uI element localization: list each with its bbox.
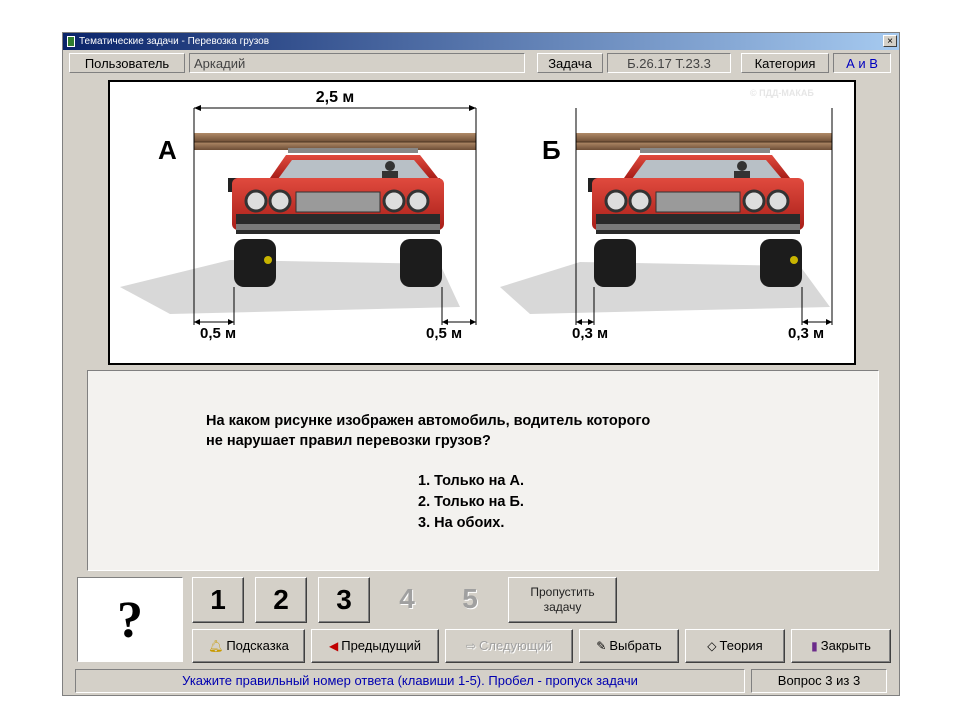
answer-option-1: 1. Только на А. (418, 473, 524, 489)
skip-line-2: задачу (543, 600, 582, 614)
next-button (445, 629, 573, 663)
user-value: Аркадий (189, 53, 525, 73)
task-value: Б.26.17 Т.23.3 (607, 53, 731, 73)
user-label: Пользователь (69, 53, 185, 73)
info-bar (63, 51, 899, 75)
width-label: 2,5 м (315, 89, 355, 106)
skip-task-button[interactable] (508, 577, 617, 623)
watermark: © ПДД-МАКАБ (750, 88, 814, 98)
category-value: А и В (833, 53, 891, 73)
answer-button-3[interactable]: 3 (318, 577, 370, 623)
hint-button[interactable] (192, 629, 305, 663)
car-b (576, 133, 832, 287)
select-label: Выбрать (609, 638, 662, 653)
arrow-right-icon: ⇨ (465, 639, 477, 653)
answer-button-4: 4 (399, 583, 415, 614)
close-label: Закрыть (820, 638, 871, 653)
close-button[interactable] (791, 629, 891, 663)
previous-label: Предыдущий (341, 638, 421, 653)
answer-button-1[interactable]: 1 (192, 577, 244, 623)
answer-button-5: 5 (462, 583, 478, 614)
status-bar (63, 667, 899, 695)
answer-list (418, 471, 524, 534)
question-line-1: На каком рисунке изображен автомобиль, водитель которого (206, 413, 651, 429)
selected-answer-display: ? (77, 577, 183, 662)
category-label: Категория (741, 53, 829, 73)
question-picture (108, 80, 856, 365)
answer-option-3: 3. На обоих. (418, 515, 505, 531)
hint-label: Подсказка (226, 638, 289, 653)
status-message: Укажите правильный номер ответа (клавиши 1-5). Пробел - пропуск задачи (75, 669, 745, 693)
b-right-overhang: 0,3 м (788, 325, 825, 342)
previous-button[interactable] (311, 629, 439, 663)
title-bar (63, 33, 899, 50)
skip-line-1: Пропустить (530, 585, 595, 599)
app-window (62, 32, 900, 696)
question-counter: Вопрос 3 из 3 (751, 669, 887, 693)
label-b: Б (542, 135, 561, 165)
label-a: А (158, 135, 177, 165)
answer-option-2: 2. Только на Б. (418, 494, 524, 510)
exit-door-icon: ▮ (811, 639, 818, 653)
select-button[interactable] (579, 629, 679, 663)
theory-button[interactable] (685, 629, 785, 663)
theory-label: Теория (719, 638, 763, 653)
answer-button-2[interactable]: 2 (255, 577, 307, 623)
next-label: Следующий (479, 638, 553, 653)
question-text (206, 411, 650, 451)
select-icon: ✎ (596, 639, 607, 653)
a-left-overhang: 0,5 м (200, 325, 237, 342)
a-right-overhang: 0,5 м (426, 325, 463, 342)
task-label: Задача (537, 53, 603, 73)
cargo-illustration (110, 82, 854, 363)
question-line-2: не нарушает правил перевозки грузов? (206, 433, 491, 449)
window-title: Тематические задачи - Перевозка грузов (79, 36, 270, 47)
b-left-overhang: 0,3 м (572, 325, 609, 342)
close-window-button[interactable]: × (883, 35, 897, 47)
app-icon (67, 36, 75, 47)
bell-icon: 🔔︎ (208, 639, 224, 653)
question-panel (87, 370, 879, 571)
diamond-icon: ◇ (707, 639, 717, 653)
arrow-left-icon: ◀ (329, 639, 339, 653)
